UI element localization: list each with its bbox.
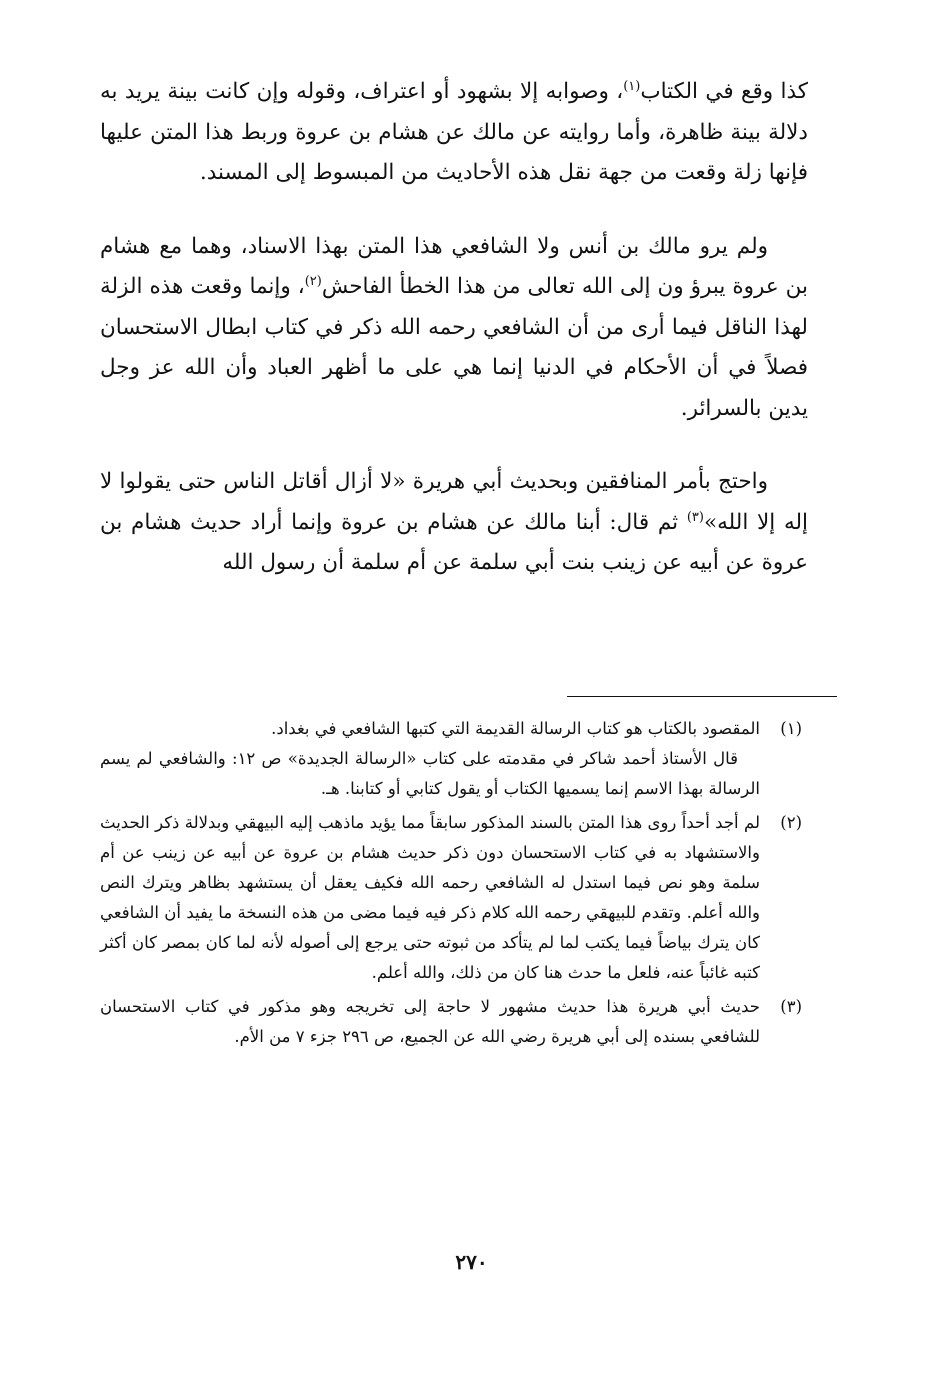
- footnote-text: قال الأستاذ أحمد شاكر في مقدمته على كتاب «الرسالة الجديدة» ص ١٢: والشافعي لم يسم الرسالة بهذا الاسم إنما يسميها الكتاب أو يقول كتابي أو كتابنا. هـ.: [100, 749, 760, 798]
- paragraph-text: ، وإنما وقعت هذه الزلة لهذا الناقل فيما أرى من أن الشافعي رحمه الله ذكر في كتاب ابطال الاستحسان فصلاً في أن الأحكام في الدنيا إنما هي على ما أظهر العباد وأن الله عز وجل يدين بالسرائر.: [100, 274, 808, 421]
- footnote-body: [100, 808, 760, 988]
- page-number: ٢٧٠: [455, 1250, 488, 1274]
- footnote: [100, 992, 808, 1052]
- paragraph-text: ثم قال: أبنا مالك عن هشام بن عروة وإنما أراد حديث هشام بن عروة عن أبيه عن زينب بنت أبي سلمة عن أم سلمة أن رسول الله: [100, 509, 808, 575]
- footnote-number: (٢): [780, 813, 802, 832]
- footnotes: [100, 714, 808, 1052]
- paragraph-text: واحتج بأمر المنافقين وبحديث أبي هريرة «لا أزال أقاتل الناس حتى يقولوا لا إله إلا الله»: [100, 469, 808, 535]
- footnote-ref: (١): [623, 78, 641, 94]
- main-text: [100, 72, 808, 584]
- footnote-number: (١): [780, 719, 802, 738]
- footnote-body: [100, 714, 760, 804]
- footnote-separator: [567, 696, 837, 697]
- footnote-text: لم أجد أحداً روى هذا المتن بالسند المذكور سابقاً مما يؤيد ماذهب إليه البيهقي وبدلالة ذكر الحديث والاستشهاد به في كتاب الاستحسان دون ذكر حديث هشام بن عروة عن أبيه عن زينب عن أم سلمة وهو نص فيما استدل له الشافعي رحمه الله فكيف يعقل أن يستشهد بظاهر ويترك النص والله أعلم. وتقدم للبيهقي رحمه الله كلام ذكر فيه فيما مضى من هذه النسخة ما يفيد أن الشافعي كان يترك بياضاً فيما يكتب لما لم يتأكد من ثبوته حتى يرجع إلى أصوله لأنه لما كان بمصر كان أكثر كتبه غائباً عنه، فلعل ما حدث هنا كان من ذلك، والله أعلم.: [100, 813, 760, 982]
- footnote-text: المقصود بالكتاب هو كتاب الرسالة القديمة التي كتبها الشافعي في بغداد.: [271, 719, 760, 738]
- footnote-text: حديث أبي هريرة هذا حديث مشهور لا حاجة إلى تخريجه وهو مذكور في كتاب الاستحسان للشافعي بسنده إلى أبي هريرة رضي الله عن الجميع، ص ٢٩٦ جزء ٧ من الأم.: [100, 997, 760, 1046]
- footnote: [100, 714, 808, 804]
- paragraph-text: ، وصوابه إلا بشهود أو اعتراف، وقوله وإن كانت بينة يريد به دلالة بينة ظاهرة، وأما روايته عن مالك عن هشام بن عروة وربط هذا المتن عليها فإنها زلة وقعت من جهة نقل هذه الأحاديث من المبسوط إلى المسند.: [100, 79, 808, 185]
- paragraph-text: ولم يرو مالك بن أنس ولا الشافعي هذا المتن بهذا الاسناد، وهما مع هشام بن عروة يبرؤ ون إلى الله تعالى من هذا الخطأ الفاحش: [100, 233, 808, 299]
- paragraph: [100, 227, 808, 430]
- footnote-ref: (٢): [304, 273, 322, 289]
- footnote-ref: (٣): [686, 509, 704, 525]
- footnote-number: (٣): [780, 997, 802, 1016]
- footnote: [100, 808, 808, 988]
- footnote-body: [100, 992, 760, 1052]
- paragraph: [100, 72, 808, 194]
- paragraph-text: كذا وقع في الكتاب: [640, 79, 808, 104]
- paragraph: [100, 462, 808, 584]
